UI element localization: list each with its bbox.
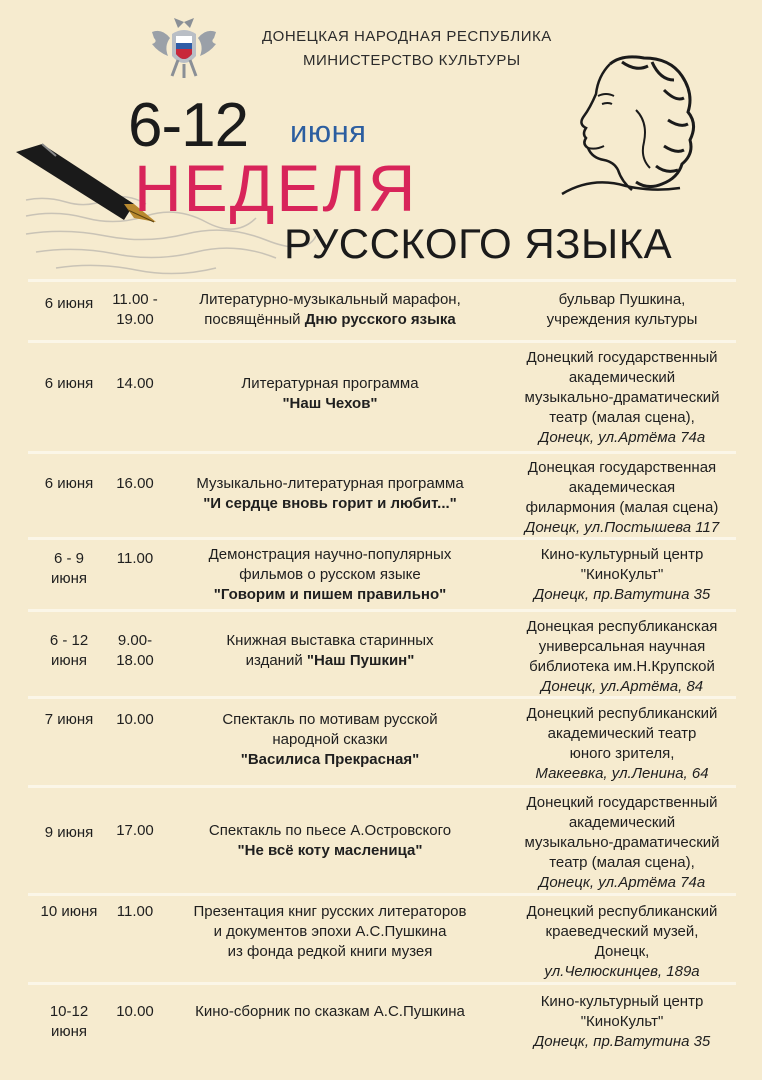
event-venue: Донецкий государственный академический музыкально-драматический театр (малая сцена), Донецк, ул.Артёма 74а xyxy=(524,794,720,891)
event-venue: Донецкий государственный академический музыкально-драматический театр (малая сцена), Донецк, ул.Артёма 74а xyxy=(524,349,720,446)
row-divider xyxy=(28,609,736,612)
event-time: 11.00 - 19.00 xyxy=(112,291,158,328)
event-date: 6 июня xyxy=(44,375,94,392)
event-date: 6 июня xyxy=(44,475,94,492)
event-month: июня xyxy=(290,114,367,149)
event-date: 6 - 9 июня xyxy=(50,550,88,587)
event-time: 16.00 xyxy=(116,475,154,492)
event-title: Кино-сборник по сказкам А.С.Пушкина xyxy=(195,1003,465,1020)
event-title: Книжная выставка старинных изданий "Наш Пушкин" xyxy=(226,632,434,669)
event-venue: Донецкая государственная академическая филармония (малая сцена) Донецк, ул.Постышева 117 xyxy=(524,459,720,536)
row-divider xyxy=(28,451,736,454)
republic-name: ДОНЕЦКАЯ НАРОДНАЯ РЕСПУБЛИКА xyxy=(262,28,552,45)
russian-language-heading: РУССКОГО ЯЗЫКА xyxy=(284,220,673,267)
event-date: 6 июня xyxy=(44,295,94,312)
event-date: 10-12 июня xyxy=(49,1003,89,1040)
ministry-name: МИНИСТЕРСТВО КУЛЬТУРЫ xyxy=(303,52,521,69)
event-venue: Донецкая республиканская универсальная научная библиотека им.Н.Крупской Донецк, ул.Артёма, 84 xyxy=(526,618,718,695)
event-time: 9.00- 18.00 xyxy=(116,632,154,669)
row-divider xyxy=(28,893,736,896)
event-title: Спектакль по мотивам русской народной сказки "Василиса Прекрасная" xyxy=(222,711,438,768)
event-title: Презентация книг русских литераторов и документов эпохи А.С.Пушкина из фонда редкой книги музея xyxy=(193,903,467,960)
event-date: 9 июня xyxy=(44,824,94,841)
event-time: 11.00 xyxy=(116,550,154,567)
event-venue: Кино-культурный центр "КиноКульт" Донецк, пр.Ватутина 35 xyxy=(533,546,711,603)
week-heading: НЕДЕЛЯ xyxy=(134,151,418,225)
row-divider xyxy=(28,279,736,282)
event-date: 7 июня xyxy=(44,711,94,728)
row-divider xyxy=(28,785,736,788)
event-time: 17.00 xyxy=(116,822,154,839)
event-venue: Кино-культурный центр "КиноКульт" Донецк, пр.Ватутина 35 xyxy=(533,993,711,1050)
row-divider xyxy=(28,340,736,343)
event-venue: Донецкий республиканский краеведческий музей, Донецк, ул.Челюскинцев, 189а xyxy=(526,903,718,980)
event-title: Демонстрация научно-популярных фильмов о русском языке "Говорим и пишем правильно" xyxy=(208,546,452,603)
event-title: Музыкально-литературная программа "И сердце вновь горит и любит..." xyxy=(196,475,464,512)
pushkin-portrait-icon xyxy=(552,50,700,196)
event-date: 10 июня xyxy=(40,903,98,920)
row-divider xyxy=(28,982,736,985)
event-venue: бульвар Пушкина, учреждения культуры xyxy=(546,291,698,328)
event-time: 10.00 xyxy=(116,711,154,728)
event-title: Литературно-музыкальный марафон, посвящённый Дню русского языка xyxy=(199,291,461,328)
event-dates: 6-12 xyxy=(128,91,249,160)
event-time: 10.00 xyxy=(116,1003,154,1020)
event-title: Спектакль по пьесе А.Островского "Не всё коту масленица" xyxy=(208,822,452,859)
event-venue: Донецкий республиканский академический театр юного зрителя, Макеевка, ул.Ленина, 64 xyxy=(526,705,718,782)
event-date: 6 - 12 июня xyxy=(49,632,89,669)
event-time: 11.00 xyxy=(116,903,154,920)
event-title: Литературная программа "Наш Чехов" xyxy=(241,375,419,412)
coat-of-arms-icon xyxy=(148,16,220,82)
event-time: 14.00 xyxy=(116,375,154,392)
